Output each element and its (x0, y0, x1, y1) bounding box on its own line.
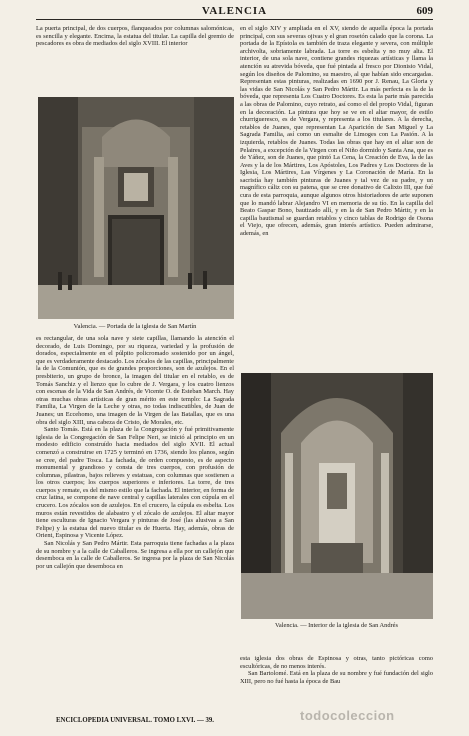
header-title: VALENCIA (201, 5, 268, 17)
caption-photo-2: Valencia. — Interior de la iglesia de San Andrés (275, 622, 398, 629)
paragraph: La puerta principal, de dos cuerpos, flanqueados por columnas salomónicas, es sencilla y elegante. Encima, la estatua del titular. La capilla del gremio de pescadores es obra de mediados del siglo XVIII. El interior (36, 25, 234, 48)
column-right-top (240, 25, 433, 365)
paragraph: esta iglesia dos obras de Espinosa y otras, tanto pictóricas como escultóricas, de no menos interés. (240, 655, 433, 670)
paragraph: Santo Tomás. Está en la plaza de la Congregación y fué primitivamente iglesia de la Congregación de San Felipe Neri, se inició al principio en un modesto edificio construído hacia mediados del siglo XVII. El actual comenzó a construirse en 1725 y terminó en 1736, siendo los planos, según se cree, del padre Tosca. La fachada, de orden compuesto, es de aspecto monumental y grandioso y consta de tres cuerpos, con profusión de columnas, pilastras, bajos relieves y estatuas, con columnas que sostienen a los otros cuerpos; los cuerpos superiores e inferiores. La torre, de tres cuerpos y remate, es del mismo estilo que la fachada. El interior, en forma de cruz latina, se compone de nave central y capillas laterales con cúpula en el crucero. Los zócalos son de azulejos. En el crucero, la cúpula es esbelta. Los muros están revestidos de alabastro y el zócalo de azulejos. El altar mayor tiene esculturas de Ignacio Vergara y pinturas de José (las alusivas a San Felipe) y la estatua del nuevo titular es de Huerta. Hay, además, obras de Orient, Espinosa y Vicente López. (36, 426, 234, 540)
column-left-top (36, 25, 234, 81)
paragraph: es rectangular, de una sola nave y siete capillas, llamando la atención el decorado, de Luis Domingo, por su riqueza, variedad y la profusión de dorados, especialmente en el púlpito policromado sostenido por un ángel, que es verdaderamente destacado. Los zócalos de las capillas, principalmente la de la Comunión, que es de grandes proporciones, son de azulejos. En el presbiterio, un grupo de bronce, la imagen del titular en el retablo, es de Tomás Sanchiz y el lienzo que lo cubre de J. Vergara, y los cuatro lienzos con escenas de la Vida de San Andrés, de Vicente O. de Esteban March. Hay otras muchas obras artísticas de gran mérito en este templo: La Sagrada Familia, La Virgen de la Leche y otras, no todas indiscutibles, de Juan de Juanes; un Eccehomo, una imagen de la Virgen de las Batallas, que es una obra del siglo XIII, una cabeza de Cristo, de Morales, etc. (36, 335, 234, 426)
photo-san-andres-interior (241, 373, 433, 619)
photo-san-martin-portal (38, 97, 234, 319)
page-number: 609 (416, 5, 433, 17)
caption-photo-1: Valencia. — Portada de la iglesia de San Martín (73, 323, 197, 330)
paragraph: San Nicolás y San Pedro Mártir. Esta parroquia tiene fachadas a la plaza de su nombre y a la calle de Caballeros. Se ingresa a ella por un callejón que desemboca en la calle de Caballeros. Se ingresa por la plaza de San Nicolás por un callejón que desemboca en (36, 540, 234, 570)
watermark: todocoleccion (300, 708, 395, 723)
running-header (36, 5, 433, 20)
paragraph: en el siglo XIV y ampliada en el XV, siendo de aquella época la portada principal, con sus severas ojivas y el gran rosetón calado que la corona. La portada de la Epístola es también de traza elegante y severa, con múltiple archivolta, sobriamente labrada. La torre es esbelta y no muy alta. El interior, de una sola nave, contiene grandes riquezas artísticas y llama la atención su atrevida bóveda, que fué pintada al fresco por Dionisio Vidal, según los diseños de Palomino, su maestro, al que habían sido encargadas. Representan estas pinturas, realizadas en 1690 por J. Renau, La Gloria y las vidas de San Nicolás y San Pedro Mártir. La más perfecta es la de la bóveda, que representa Los Cuatro Doctores. Es esta la parte más parecida a las obras de Palomino, cuyo retrato, así como el del propio Vidal, figuran en la decoración. La pintura que hoy se ve en el altar mayor, de estilo churrigueresco, es de Vergara, y representa a los titulares. A la derecha, retablos de Juanes, que representan La Aparición de San Miguel y La Sagrada Familia, así como un esmalte de Limoges con La Pasión. A la izquierda, retablos de Juanes. Todas las obras que hay en el altar son de Pelaires, a excepción de la Virgen con el Niño dormido y Santa Ana, que es de Yáñez, son de Juanes, que pintó La Cena, la Creación de Eva, la de las Aves y la de los Mártires, Los Apóstoles, Los Padres y Los Doctores de la Iglesia, Los Mártires, Las Vírgenes y La Coronación de María. En la sacristía hay también pinturas de Juanes y tal vez de su padre, y un magnífico cáliz con su patena, que se cree donativo de Calixto III, que fué cura de esta parroquia, aunque algunos otros historiadores de arte suponen que lo mandó labrar Alejandro VI en memoria de su tío. En la capilla del Beato Gaspar Bono, bautizado allí, y en la de San Pedro Mártir, y en la capilla bautismal se guardan retablos y cinco tablas de Rodrigo de Osona el Viejo, que ofrecen, además, gran interés artístico. Pueden admirarse, además, en (240, 25, 433, 238)
paragraph: San Bartolomé. Está en la plaza de su nombre y fué fundación del siglo XIII, pero no fué hasta la época de Bau (240, 670, 433, 685)
page-footer: ENCICLOPEDIA UNIVERSAL. TOMO LXVI. — 39. (56, 717, 214, 724)
church-interior-illustration (241, 373, 433, 619)
column-left-bottom (36, 335, 234, 715)
column-right-bottom (240, 655, 433, 715)
church-portal-illustration (38, 97, 234, 319)
